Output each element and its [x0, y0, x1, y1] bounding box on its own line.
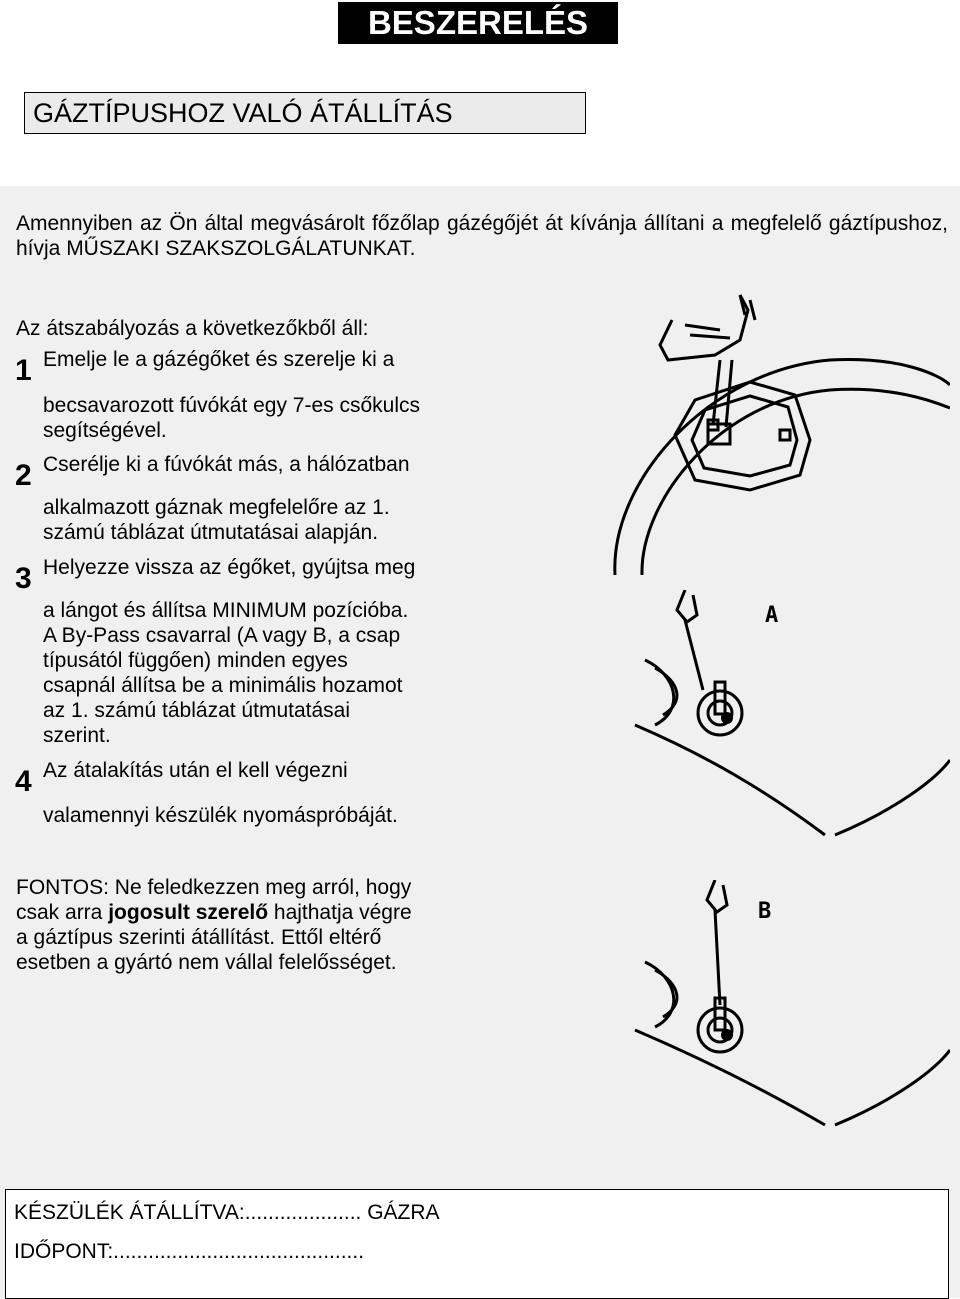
- important-line-3: a gáztípus szerinti átállítást. Ettől eltérő: [16, 926, 382, 949]
- step-1-line-3: segítségével.: [43, 419, 167, 442]
- step-2-line-3: számú táblázat útmutatásai alapján.: [43, 521, 379, 544]
- step-2-number: 2: [15, 459, 32, 492]
- important-line-2-post: hajthatja végre: [268, 901, 412, 924]
- intro-paragraph: Amennyiben az Ön által megvásárolt főzőlap gázégőjét át kívánja állítani a megfelelő gáztípushoz, hívja MŰSZAKI SZAKSZOLGÁLATUNKAT.: [16, 212, 948, 260]
- page-title: BESZERELÉS: [338, 2, 618, 44]
- step-3-line-7: szerint.: [43, 724, 111, 747]
- step-1-first-line: Emelje le a gázégőket és szerelje ki a: [43, 348, 395, 371]
- wrench-burner-illustration: [600, 290, 950, 580]
- step-3-line-3: A By-Pass csavarral (A vagy B, a csap: [43, 624, 401, 647]
- converted-gas-field: KÉSZÜLÉK ÁTÁLLÍTVA:.................... GÁZRA: [14, 1201, 440, 1224]
- bypass-screw-a-illustration: [615, 590, 950, 840]
- signature-box: [5, 1189, 949, 1299]
- step-4-first-line: Az átalakítás után el kell végezni: [43, 759, 348, 782]
- step-3-first-line: Helyezze vissza az égőket, gyújtsa meg: [43, 556, 416, 579]
- step-3-line-4: típusától függően) minden egyes: [43, 649, 348, 672]
- step-1-number: 1: [15, 354, 32, 387]
- important-note: [16, 875, 456, 975]
- step-4-number: 4: [15, 765, 32, 798]
- section-title: GÁZTÍPUSHOZ VALÓ ÁTÁLLÍTÁS: [24, 92, 586, 134]
- step-3-line-6: az 1. számú táblázat útmutatásai: [43, 699, 350, 722]
- important-line-2: [16, 900, 456, 925]
- step-3-number: 3: [15, 562, 32, 595]
- figure-label-b: B: [758, 899, 772, 924]
- important-line-4: esetben a gyártó nem vállal felelősséget.: [16, 951, 397, 974]
- important-line-2-pre: csak arra: [16, 901, 109, 924]
- figure-label-a: A: [765, 603, 779, 628]
- step-3-line-2: a lángot és állítsa MINIMUM pozícióba.: [43, 599, 409, 622]
- bypass-screw-b-illustration: [615, 880, 950, 1130]
- step-1-line-2: becsavarozott fúvókát egy 7-es csőkulcs: [43, 394, 421, 417]
- important-line-2-bold: jogosult szerelő: [108, 901, 269, 924]
- important-line-1: FONTOS: Ne feledkezzen meg arról, hogy: [16, 876, 412, 899]
- step-2-line-2: alkalmazott gáznak megfelelőre az 1.: [43, 496, 390, 519]
- step-2-first-line: Cserélje ki a fúvókát más, a hálózatban: [43, 453, 410, 476]
- steps-intro: Az átszabályozás a következőkből áll:: [16, 317, 369, 340]
- step-3-line-5: csapnál állítsa be a minimális hozamot: [43, 674, 403, 697]
- step-4-line-2: valamennyi készülék nyomáspróbáját.: [43, 804, 398, 827]
- date-field: IDŐPONT:...........................................: [14, 1240, 365, 1263]
